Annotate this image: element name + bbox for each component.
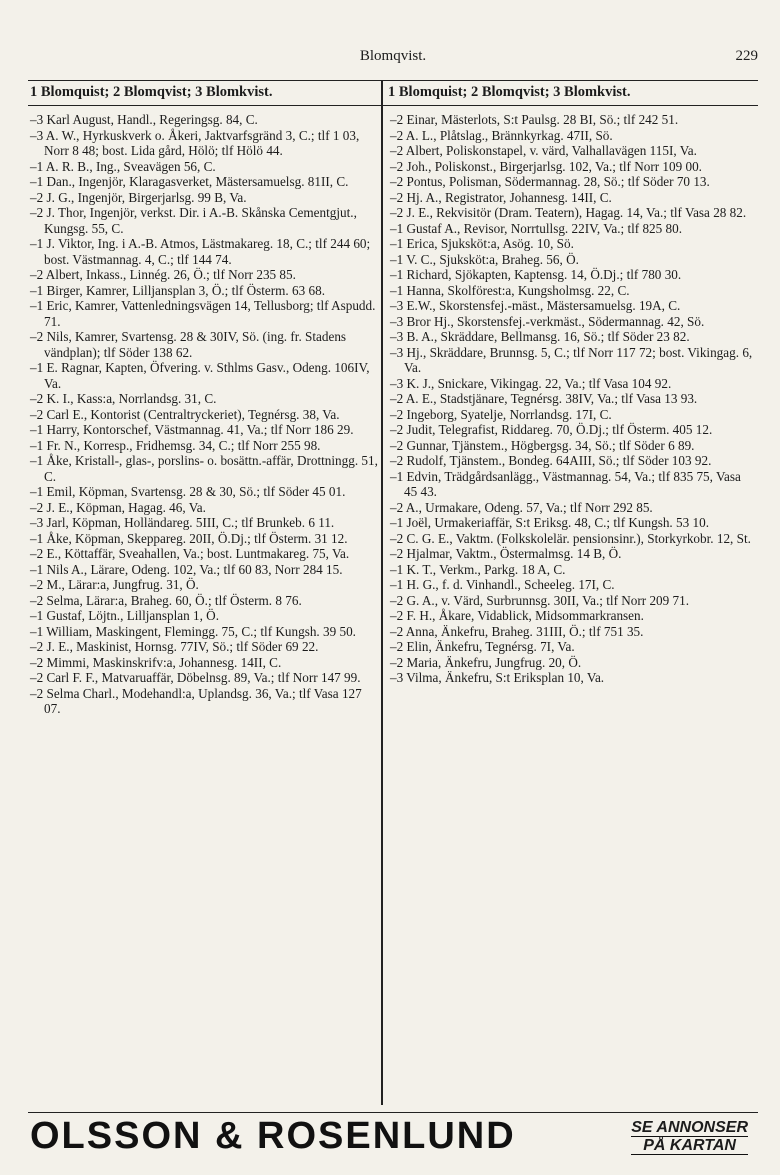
directory-entry: –1 H. G., f. d. Vinhandl., Scheeleg. 17I, C.: [390, 577, 615, 592]
directory-entry: –2 A., Urmakare, Odeng. 57, Va.; tlf Norr 292 85.: [390, 499, 653, 515]
tagline-line-1: SE ANNONSER: [631, 1119, 748, 1136]
directory-entry: –2 Mimmi, Maskinskrifv:a, Johannesg. 14II, C.: [30, 654, 282, 670]
directory-entry: –1 Åke, Köpman, Skeppareg. 20II, Ö.Dj.; tlf Österm. 31 12.: [30, 530, 348, 546]
directory-entry: –2 Joh., Poliskonst., Birgerjarlsg. 102, Va.; tlf Norr 109 00.: [390, 158, 702, 174]
directory-page: [28, 0, 758, 1175]
directory-entry: –1 Emil, Köpman, Svartensg. 28 & 30, Sö.; tlf Söder 45 01.: [30, 484, 346, 499]
directory-entry: –2 Maria, Änkefru, Jungfrug. 20, Ö.: [390, 654, 582, 670]
directory-entry: –2 Judit, Telegrafist, Riddareg. 70, Ö.Dj.; tlf Österm. 405 12.: [390, 422, 713, 437]
directory-entry: –2 Nils, Kamrer, Svartensg. 28 & 30IV, Sö. (ing. fr. Stadens vändplan); tlf Söder 138 62.: [30, 329, 347, 360]
advertisement-banner: [28, 1112, 758, 1165]
directory-entry: –1 J. Viktor, Ing. i A.-B. Atmos, Lästmakareg. 18, C.; tlf 244 60; bost. Västmannag. 4, C.; tlf 144 74.: [30, 236, 371, 267]
directory-entry: –1 Harry, Kontorschef, Västmannag. 41, Va.; tlf Norr 186 29.: [30, 422, 354, 437]
directory-entry: –2 Selma, Lärar:a, Braheg. 60, Ö.; tlf Österm. 8 76.: [30, 592, 302, 608]
directory-entry: –3 Hj., Skräddare, Brunnsg. 5, C.; tlf Norr 117 72; bost. Vikingag. 6, Va.: [390, 344, 753, 375]
tagline-line-2: PÅ KARTAN: [631, 1137, 748, 1155]
directory-entry: –2 Hj. A., Registrator, Johannesg. 14II, C.: [390, 189, 612, 205]
directory-entry: –1 Hanna, Skolförest:a, Kungsholmsg. 22, C.: [390, 282, 630, 298]
directory-entry: –2 Rudolf, Tjänstem., Bondeg. 64AIII, Sö.; tlf Söder 103 92.: [390, 453, 712, 468]
directory-entry: –2 Hjalmar, Vaktm., Östermalmsg. 14 B, Ö.: [390, 546, 622, 561]
directory-entry: –1 V. C., Sjuksköt:a, Braheg. 56, Ö.: [390, 251, 579, 267]
directory-entry: –2 J. E., Rekvisitör (Dram. Teatern), Hagag. 14, Va.; tlf Vasa 28 82.: [390, 205, 747, 220]
directory-entry: –2 E., Köttaffär, Sveahallen, Va.; bost. Luntmakareg. 75, Va.: [30, 546, 350, 561]
directory-entry: –2 Pontus, Polisman, Södermannag. 28, Sö.; tlf Söder 70 13.: [390, 174, 710, 189]
directory-entry: –3 Jarl, Köpman, Holländareg. 5III, C.; tlf Brunkeb. 6 11.: [30, 515, 335, 530]
directory-entry: –2 A. E., Stadstjänare, Tegnérsg. 38IV, Va.; tlf Vasa 13 93.: [390, 391, 698, 406]
column-divider: [381, 80, 383, 1105]
directory-entry: –1 Dan., Ingenjör, Klaragasverket, Mästersamuelsg. 81II, C.: [30, 174, 349, 189]
directory-entry: –2 K. I., Kass:a, Norrlandsg. 31, C.: [30, 391, 217, 406]
directory-entry: –2 Elin, Änkefru, Tegnérsg. 7I, Va.: [390, 639, 575, 654]
directory-entry: –3 E.W., Skorstensfej.-mäst., Mästersamuelsg. 19A, C.: [390, 298, 681, 313]
directory-entry: –3 A. W., Hyrkuskverk o. Åkeri, Jaktvarfsgränd 3, C.; tlf 1 03, Norr 8 48; bost. Lida gård, Hölö; tlf Hölö 44.: [30, 127, 360, 158]
directory-entry: –1 Fr. N., Korresp., Fridhemsg. 34, C.; tlf Norr 255 98.: [30, 437, 321, 453]
directory-entry: –1 Eric, Kamrer, Vattenledningsvägen 14, Tellusborg; tlf Aspudd. 71.: [30, 298, 376, 329]
directory-entry: –2 Ingeborg, Syatelje, Norrlandsg. 17I, C.: [390, 406, 612, 422]
directory-entry: –1 William, Maskingent, Flemingg. 75, C.; tlf Kungsh. 39 50.: [30, 623, 356, 639]
directory-entry: –2 Carl F. F., Matvaruaffär, Döbelnsg. 89, Va.; tlf Norr 147 99.: [30, 670, 361, 685]
directory-entry: –1 Åke, Kristall-, glas-, porslins- o. bosättn.-affär, Drottningg. 51, C.: [30, 453, 378, 484]
directory-entry: –2 Carl E., Kontorist (Centraltryckeriet), Tegnérsg. 38, Va.: [30, 406, 340, 422]
left-column: [30, 112, 378, 717]
directory-entry: –1 A. R. B., Ing., Sveavägen 56, C.: [30, 158, 216, 174]
directory-entry: –2 G. A., v. Värd, Surbrunnsg. 30II, Va.; tlf Norr 209 71.: [390, 592, 690, 608]
page-number: 229: [735, 48, 758, 64]
directory-entry: –2 Anna, Änkefru, Braheg. 31III, Ö.; tlf 751 35.: [390, 623, 644, 639]
column-heading-left: 1 Blomquist; 2 Blomqvist; 3 Blomkvist.: [30, 84, 273, 100]
directory-entry: –1 K. T., Verkm., Parkg. 18 A, C.: [390, 561, 566, 577]
directory-entry: –1 Erica, Sjuksköt:a, Asög. 10, Sö.: [390, 236, 574, 251]
column-heading-row: [28, 80, 758, 106]
directory-entry: –2 Albert, Poliskonstapel, v. värd, Valhallavägen 115I, Va.: [390, 143, 697, 158]
directory-entry: –2 F. H., Åkare, Vidablick, Midsommarkransen.: [390, 608, 644, 623]
directory-entry: –2 J. E., Köpman, Hagag. 46, Va.: [30, 499, 206, 515]
directory-entry: –2 Einar, Mästerlots, S:t Paulsg. 28 BI, Sö.; tlf 242 51.: [390, 112, 679, 127]
directory-entry: –2 J. E., Maskinist, Hornsg. 77IV, Sö.; tlf Söder 69 22.: [30, 639, 319, 654]
page-title: Blomqvist.: [359, 48, 427, 64]
right-column: [390, 112, 754, 686]
advertisement-tagline: [631, 1119, 748, 1155]
directory-entry: –1 E. Ragnar, Kapten, Öfvering. v. Sthlms Gasv., Odeng. 106IV, Va.: [30, 360, 370, 391]
directory-entry: –2 J. G., Ingenjör, Birgerjarlsg. 99 B, Va.: [30, 189, 247, 205]
directory-entry: –1 Birger, Kamrer, Lilljansplan 3, Ö.; tlf Österm. 63 68.: [30, 282, 325, 298]
column-heading-right: 1 Blomquist; 2 Blomqvist; 3 Blomkvist.: [388, 84, 631, 100]
directory-entry: –1 Edvin, Trädgårdsanlägg., Västmannag. 54, Va.; tlf 835 75, Vasa 45 43.: [390, 468, 741, 499]
directory-entry: –2 Gunnar, Tjänstem., Högbergsg. 34, Sö.; tlf Söder 6 89.: [390, 437, 695, 453]
directory-entry: –2 Albert, Inkass., Linnég. 26, Ö.; tlf Norr 235 85.: [30, 267, 296, 282]
directory-entry: –2 Selma Charl., Modehandl:a, Uplandsg. 36, Va.; tlf Vasa 127 07.: [30, 685, 362, 716]
directory-entry: –3 B. A., Skräddare, Bellmansg. 16, Sö.; tlf Söder 23 82.: [390, 329, 690, 344]
directory-entry: –2 J. Thor, Ingenjör, verkst. Dir. i A.-B. Skånska Cementgjut., Kungsg. 55, C.: [30, 205, 357, 236]
directory-entry: –1 Joël, Urmakeriaffär, S:t Eriksg. 48, C.; tlf Kungsh. 53 10.: [390, 515, 709, 530]
directory-entry: –3 Karl August, Handl., Regeringsg. 84, C.: [30, 112, 258, 127]
directory-entry: –2 C. G. E., Vaktm. (Folkskolelär. pensionsinr.), Storkyrkobr. 12, St.: [390, 530, 751, 546]
directory-entry: –3 Vilma, Änkefru, S:t Eriksplan 10, Va.: [390, 670, 605, 685]
directory-entry: –2 A. L., Plåtslag., Brännkyrkag. 47II, Sö.: [390, 127, 613, 143]
directory-entry: –3 Bror Hj., Skorstensfej.-verkmäst., Södermannag. 42, Sö.: [390, 313, 705, 329]
directory-entry: –1 Gustaf, Löjtn., Lilljansplan 1, Ö.: [30, 608, 219, 623]
directory-entry: –1 Nils A., Lärare, Odeng. 102, Va.; tlf 60 83, Norr 284 15.: [30, 561, 343, 577]
directory-entry: –3 K. J., Snickare, Vikingag. 22, Va.; tlf Vasa 104 92.: [390, 375, 672, 391]
directory-entry: –1 Gustaf A., Revisor, Norrtullsg. 22IV, Va.; tlf 825 80.: [390, 220, 683, 236]
advertiser-name: OLSSON & ROSENLUND: [30, 1115, 516, 1157]
directory-entry: –1 Richard, Sjökapten, Kaptensg. 14, Ö.Dj.; tlf 780 30.: [390, 267, 682, 282]
directory-entry: –2 M., Lärar:a, Jungfrug. 31, Ö.: [30, 577, 199, 592]
running-head: [28, 48, 758, 70]
